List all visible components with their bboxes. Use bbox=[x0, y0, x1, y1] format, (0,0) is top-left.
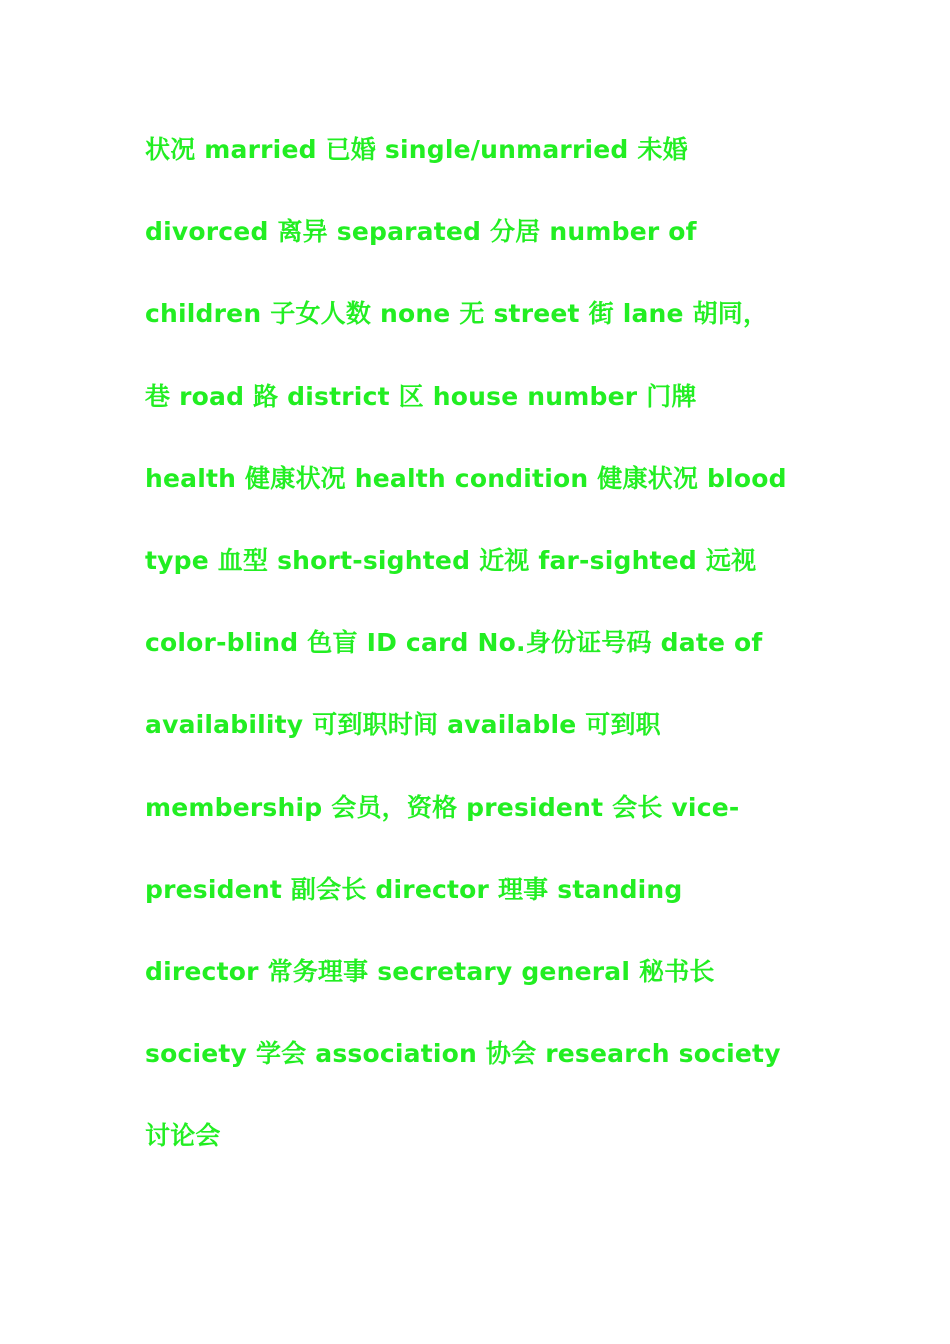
vocabulary-text-block bbox=[145, 125, 845, 1193]
text-line-12: society 学会 association 协会 research society bbox=[145, 1039, 781, 1069]
text-line-9: membership 会员，资格 president 会长 vice- bbox=[145, 792, 740, 822]
text-line-6: type 血型 short-sighted 近视 far-sighted 远视 bbox=[145, 545, 757, 575]
text-line-2: divorced 离异 separated 分居 number of bbox=[145, 217, 697, 247]
text-line-7: color-blind 色盲 ID card No.身份证号码 date of bbox=[145, 628, 763, 658]
text-line-8: availability 可到职时间 available 可到职 bbox=[145, 710, 661, 740]
text-line-10: president 副会长 director 理事 standing bbox=[145, 874, 683, 904]
text-line-4: 巷 road 路 district 区 house number 门牌 bbox=[145, 381, 697, 411]
text-line-13: 讨论会 bbox=[145, 1121, 221, 1151]
text-line-11: director 常务理事 secretary general 秘书长 bbox=[145, 956, 715, 986]
text-line-1: 状况 married 已婚 single/unmarried 未婚 bbox=[145, 135, 688, 164]
text-line-3: children 子女人数 none 无 street 街 lane 胡同， bbox=[145, 299, 769, 329]
text-line-5: health 健康状况 health condition 健康状况 blood bbox=[145, 463, 787, 493]
